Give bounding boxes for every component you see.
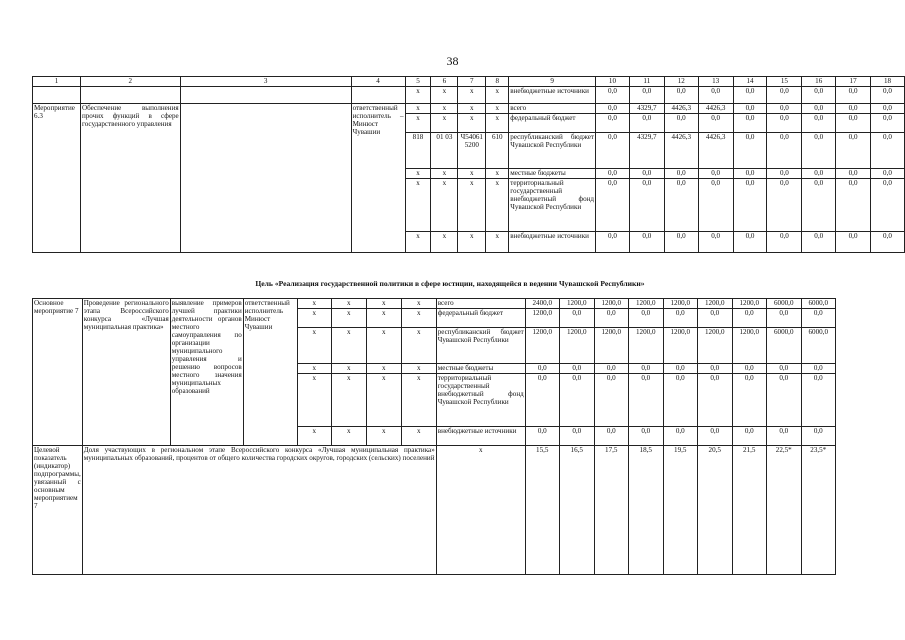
amount-cell: 1200,0	[663, 299, 697, 309]
amount-cell: 0,0	[559, 364, 594, 374]
amount-cell: 1200,0	[663, 328, 697, 364]
amount-cell: 0,0	[594, 364, 628, 374]
budget-code-cell: x	[405, 87, 431, 104]
column-number-row	[33, 77, 905, 87]
amount-cell: 0,0	[559, 309, 594, 328]
goal-table	[32, 298, 836, 575]
amount-cell: 0,0	[697, 309, 732, 328]
budget-code-cell: x	[486, 114, 509, 133]
amount-cell: 0,0	[664, 114, 698, 133]
budget-code-cell: x	[297, 374, 331, 427]
amount-cell: 0,0	[767, 104, 802, 114]
amount-cell: 4426,3	[664, 104, 698, 114]
budget-code-cell: x	[431, 179, 458, 232]
budget-code-cell: x	[366, 299, 401, 309]
amount-cell: 1200,0	[732, 299, 766, 309]
amount-cell: 0,0	[733, 87, 767, 104]
indicator-label-cell: Целевой показатель (индикатор) подпрограммы, увязанный с основным мероприятием 7	[33, 446, 83, 575]
amount-cell: 0,0	[802, 232, 836, 253]
budget-code-cell: x	[331, 299, 366, 309]
amount-cell: 0,0	[594, 309, 628, 328]
empty-cell	[80, 87, 180, 104]
amount-cell: 0,0	[801, 309, 835, 328]
funding-source-cell: местные бюджеты	[436, 364, 525, 374]
column-number-cell: 16	[802, 77, 836, 87]
measure-6-3-row	[33, 104, 905, 114]
amount-cell: 0,0	[628, 364, 663, 374]
funding-source-cell: всего	[509, 104, 596, 114]
funding-source-cell: территориальный государственный внебюджетный фонд Чувашской Республики	[509, 179, 596, 232]
amount-cell: 0,0	[870, 179, 904, 232]
budget-code-cell: x	[401, 328, 436, 364]
column-number-cell: 13	[698, 77, 733, 87]
budget-code-cell: x	[331, 328, 366, 364]
budget-code-cell: x	[458, 104, 486, 114]
budget-code-cell: x	[401, 299, 436, 309]
amount-cell: 0,0	[629, 179, 664, 232]
budget-code-cell: x	[431, 232, 458, 253]
amount-cell: 0,0	[801, 374, 835, 427]
amount-cell: 6000,0	[801, 299, 835, 309]
funding-source-cell: республиканский бюджет Чувашской Республики	[436, 328, 525, 364]
funding-source-cell: внебюджетные источники	[509, 232, 596, 253]
amount-cell: 1200,0	[697, 328, 732, 364]
amount-cell: 6000,0	[801, 328, 835, 364]
measure-7-row	[33, 299, 836, 309]
column-number-cell: 4	[351, 77, 405, 87]
amount-cell: 0,0	[767, 232, 802, 253]
column-number-cell: 6	[431, 77, 458, 87]
budget-code-cell: x	[405, 104, 431, 114]
amount-cell: 1200,0	[559, 299, 594, 309]
budget-code-cell: x	[405, 114, 431, 133]
amount-cell: 0,0	[766, 364, 801, 374]
amount-cell: 4426,3	[664, 133, 698, 169]
amount-cell: 0,0	[664, 179, 698, 232]
amount-cell: 0,0	[628, 309, 663, 328]
amount-cell: 0,0	[629, 169, 664, 179]
amount-cell: 0,0	[836, 169, 871, 179]
amount-cell: 0,0	[629, 114, 664, 133]
amount-cell: 4426,3	[698, 104, 733, 114]
budget-code-cell: x	[297, 299, 331, 309]
page-number: 38	[446, 54, 459, 68]
budget-code-cell: x	[331, 374, 366, 427]
amount-cell: 0,0	[732, 374, 766, 427]
indicator-value-cell: 15,5	[525, 446, 559, 575]
column-number-cell: 12	[664, 77, 698, 87]
column-number-cell: 17	[836, 77, 871, 87]
amount-cell: 1200,0	[628, 299, 663, 309]
budget-code-cell: x	[486, 179, 509, 232]
amount-cell: 6000,0	[766, 299, 801, 309]
amount-cell: 0,0	[836, 87, 871, 104]
amount-cell: 0,0	[697, 374, 732, 427]
budget-code-cell: x	[297, 328, 331, 364]
budget-code-cell: x	[458, 179, 486, 232]
budget-table	[32, 76, 905, 253]
budget-code-cell: x	[331, 309, 366, 328]
amount-cell: 0,0	[801, 364, 835, 374]
funding-source-cell: всего	[436, 299, 525, 309]
amount-cell: 0,0	[664, 87, 698, 104]
amount-cell: 0,0	[767, 179, 802, 232]
funding-source-cell: республиканский бюджет Чувашской Республики	[509, 133, 596, 169]
budget-code-cell: x	[401, 364, 436, 374]
budget-code-cell: x	[431, 114, 458, 133]
amount-cell: 0,0	[697, 427, 732, 446]
budget-code-cell: x	[366, 427, 401, 446]
amount-cell: 4426,3	[698, 133, 733, 169]
budget-code-cell: x	[405, 232, 431, 253]
amount-cell: 0,0	[870, 232, 904, 253]
amount-cell: 4329,7	[629, 104, 664, 114]
budget-code-cell: x	[331, 364, 366, 374]
amount-cell: 0,0	[663, 364, 697, 374]
amount-cell: 0,0	[836, 104, 871, 114]
empty-cell	[351, 87, 405, 104]
amount-cell: 0,0	[663, 309, 697, 328]
indicator-value-cell: 21,5	[732, 446, 766, 575]
measure-status-cell: Мероприятие 6.3	[33, 104, 81, 253]
amount-cell: 0,0	[802, 133, 836, 169]
budget-code-cell: x	[405, 169, 431, 179]
measure-name-cell: Обеспечение выполнения прочих функций в сфере государственного управления	[80, 104, 180, 253]
column-number-cell: 2	[80, 77, 180, 87]
amount-cell: 0,0	[870, 133, 904, 169]
amount-cell: 0,0	[596, 232, 630, 253]
amount-cell: 0,0	[836, 179, 871, 232]
budget-code-cell: x	[431, 87, 458, 104]
amount-cell: 0,0	[629, 87, 664, 104]
amount-cell: 0,0	[870, 169, 904, 179]
amount-cell: 1200,0	[628, 328, 663, 364]
amount-cell: 0,0	[628, 427, 663, 446]
budget-code-cell: x	[458, 87, 486, 104]
budget-code-cell: x	[486, 104, 509, 114]
funding-source-cell: федеральный бюджет	[436, 309, 525, 328]
budget-code-cell: 818	[405, 133, 431, 169]
amount-cell: 0,0	[733, 104, 767, 114]
amount-cell: 0,0	[525, 364, 559, 374]
funding-source-cell: местные бюджеты	[509, 169, 596, 179]
amount-cell: 2400,0	[525, 299, 559, 309]
budget-code-cell: x	[401, 427, 436, 446]
column-number-cell: 11	[629, 77, 664, 87]
amount-cell: 0,0	[698, 169, 733, 179]
amount-cell: 0,0	[596, 104, 630, 114]
amount-cell: 0,0	[596, 114, 630, 133]
amount-cell: 0,0	[698, 179, 733, 232]
indicator-mark-cell: x	[436, 446, 525, 575]
amount-cell: 0,0	[767, 114, 802, 133]
amount-cell: 0,0	[698, 87, 733, 104]
budget-code-cell: x	[297, 364, 331, 374]
amount-cell: 0,0	[594, 374, 628, 427]
amount-cell: 1200,0	[559, 328, 594, 364]
amount-cell: 0,0	[596, 87, 630, 104]
amount-cell: 1200,0	[594, 328, 628, 364]
measure-task-cell: выявление примеров лучшей практики деятельности органов местного самоуправления по организации муниципального управления и решению вопросов местного значения муниципальных образований	[170, 299, 243, 446]
budget-code-cell: 610	[486, 133, 509, 169]
empty-cell	[33, 87, 81, 104]
amount-cell: 0,0	[733, 133, 767, 169]
amount-cell: 0,0	[836, 114, 871, 133]
amount-cell: 0,0	[596, 169, 630, 179]
amount-cell: 0,0	[732, 309, 766, 328]
budget-code-cell: x	[297, 427, 331, 446]
indicator-value-cell: 16,5	[559, 446, 594, 575]
budget-code-cell: x	[458, 169, 486, 179]
amount-cell: 0,0	[733, 114, 767, 133]
amount-cell: 0,0	[664, 169, 698, 179]
measure-status-cell: Основное мероприятие 7	[33, 299, 83, 446]
amount-cell: 4329,7	[629, 133, 664, 169]
amount-cell: 0,0	[596, 133, 630, 169]
amount-cell: 6000,0	[766, 328, 801, 364]
amount-cell: 0,0	[596, 179, 630, 232]
funding-source-cell: внебюджетные источники	[436, 427, 525, 446]
amount-cell: 0,0	[802, 179, 836, 232]
budget-code-cell: x	[401, 374, 436, 427]
budget-code-cell: x	[401, 309, 436, 328]
budget-code-cell: x	[366, 374, 401, 427]
budget-code-cell: x	[366, 309, 401, 328]
budget-code-cell: x	[486, 87, 509, 104]
amount-cell: 1200,0	[594, 299, 628, 309]
indicator-text-cell: Доля участвующих в региональном этапе Всероссийского конкурса «Лучшая муниципальная практика» муниципальных образований, процентов от общего количества городских округов, городских (сельских) поселений	[82, 446, 436, 575]
amount-cell: 0,0	[559, 427, 594, 446]
amount-cell: 0,0	[525, 427, 559, 446]
amount-cell: 0,0	[767, 87, 802, 104]
amount-cell: 0,0	[766, 374, 801, 427]
budget-code-cell: x	[458, 114, 486, 133]
funding-source-cell: территориальный государственный внебюджетный фонд Чувашской Республики	[436, 374, 525, 427]
measure-executor-cell: ответственный исполнитель Минюст Чувашии	[243, 299, 297, 446]
column-number-cell: 15	[767, 77, 802, 87]
amount-cell: 0,0	[663, 374, 697, 427]
column-number-cell: 9	[509, 77, 596, 87]
amount-cell: 1200,0	[525, 309, 559, 328]
amount-cell: 0,0	[698, 232, 733, 253]
amount-cell: 0,0	[836, 133, 871, 169]
amount-cell: 0,0	[870, 104, 904, 114]
amount-cell: 0,0	[802, 114, 836, 133]
budget-code-cell: 01 03	[431, 133, 458, 169]
amount-cell: 0,0	[766, 309, 801, 328]
amount-cell: 0,0	[525, 374, 559, 427]
amount-cell: 0,0	[766, 427, 801, 446]
indicator-value-cell: 18,5	[628, 446, 663, 575]
amount-cell: 0,0	[767, 133, 802, 169]
amount-cell: 1200,0	[525, 328, 559, 364]
amount-cell: 0,0	[594, 427, 628, 446]
budget-code-cell: x	[431, 169, 458, 179]
amount-cell: 0,0	[870, 87, 904, 104]
amount-cell: 0,0	[697, 364, 732, 374]
measure-executor-cell: ответственный исполнитель – Минюст Чувашии	[351, 104, 405, 253]
amount-cell: 0,0	[698, 114, 733, 133]
amount-cell: 1200,0	[697, 299, 732, 309]
amount-cell: 0,0	[628, 374, 663, 427]
amount-cell: 0,0	[802, 104, 836, 114]
budget-code-cell: x	[366, 328, 401, 364]
amount-cell: 0,0	[801, 427, 835, 446]
column-number-cell: 5	[405, 77, 431, 87]
funding-source-cell: федеральный бюджет	[509, 114, 596, 133]
indicator-value-cell: 23,5*	[801, 446, 835, 575]
amount-cell: 0,0	[629, 232, 664, 253]
indicator-value-cell: 22,5*	[766, 446, 801, 575]
amount-cell: 0,0	[732, 364, 766, 374]
measure-task-cell	[180, 104, 351, 253]
amount-cell: 0,0	[733, 232, 767, 253]
budget-code-cell: x	[405, 179, 431, 232]
budget-code-cell: x	[431, 104, 458, 114]
amount-cell: 0,0	[733, 179, 767, 232]
amount-cell: 0,0	[870, 114, 904, 133]
funding-source-cell: внебюджетные источники	[509, 87, 596, 104]
column-number-cell: 1	[33, 77, 81, 87]
budget-code-cell: x	[366, 364, 401, 374]
column-number-cell: 7	[458, 77, 486, 87]
amount-cell: 0,0	[732, 427, 766, 446]
amount-cell: 0,0	[836, 232, 871, 253]
budget-code-cell: x	[486, 169, 509, 179]
budget-code-cell: Ч54061 5200	[458, 133, 486, 169]
continued-row	[33, 87, 905, 104]
amount-cell: 0,0	[559, 374, 594, 427]
budget-code-cell: x	[458, 232, 486, 253]
amount-cell: 0,0	[802, 169, 836, 179]
indicator-value-cell: 17,5	[594, 446, 628, 575]
budget-code-cell: x	[486, 232, 509, 253]
indicator-row	[33, 446, 836, 575]
indicator-value-cell: 20,5	[697, 446, 732, 575]
amount-cell: 0,0	[733, 169, 767, 179]
indicator-value-cell: 19,5	[663, 446, 697, 575]
amount-cell: 0,0	[664, 232, 698, 253]
column-number-cell: 3	[180, 77, 351, 87]
column-number-cell: 10	[596, 77, 630, 87]
amount-cell: 0,0	[767, 169, 802, 179]
amount-cell: 0,0	[802, 87, 836, 104]
empty-cell	[180, 87, 351, 104]
amount-cell: 1200,0	[732, 328, 766, 364]
column-number-cell: 14	[733, 77, 767, 87]
measure-name-cell: Проведение регионального этапа Всероссийского конкурса «Лучшая муниципальная практика»	[82, 299, 170, 446]
amount-cell: 0,0	[663, 427, 697, 446]
goal-heading: Цель «Реализация государственной политики в сфере юстиции, находящейся в ведении Чувашской Республики»	[255, 279, 645, 288]
column-number-cell: 18	[870, 77, 904, 87]
column-number-cell: 8	[486, 77, 509, 87]
budget-code-cell: x	[331, 427, 366, 446]
budget-code-cell: x	[297, 309, 331, 328]
